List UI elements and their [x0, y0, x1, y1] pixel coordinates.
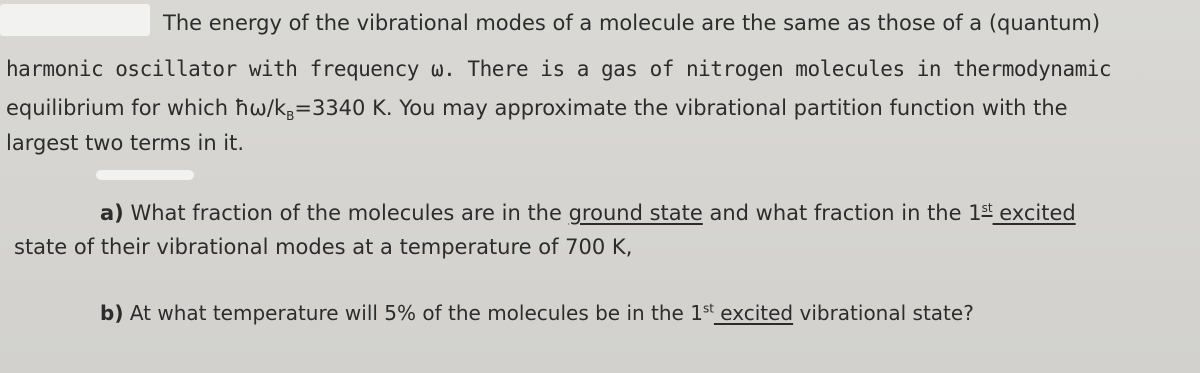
- intro-line-1: The energy of the vibrational modes of a molecule are the same as those of a (quantum): [163, 11, 1101, 35]
- intro-line-3: equilibrium for which $ħ\omega/k_B=3340$ K. You may approximate the vibrational partition function with the: [6, 96, 1068, 124]
- ground-state-underlined: ground state: [568, 201, 703, 225]
- intro-line-4: largest two terms in it.: [6, 131, 245, 155]
- redaction-mark: [0, 4, 150, 36]
- intro-line-2: harmonic oscillator with frequency ω. There is a gas of nitrogen molecules in thermodynamic: [6, 57, 1112, 81]
- excited-underlined: excited: [713, 301, 794, 325]
- excited-underlined: excited: [992, 201, 1076, 225]
- part-b-line: b) At what temperature will 5% of the molecules be in the 1st excited vibrational state?: [100, 301, 974, 325]
- part-a-line-1: a) What fraction of the molecules are in the ground state and what fraction in the 1st excited: [100, 201, 1076, 225]
- part-a-line-2: state of their vibrational modes at a temperature of 700 K,: [14, 235, 633, 259]
- redaction-mark: [96, 170, 194, 180]
- part-b-label: b): [100, 301, 124, 325]
- part-a-label: a): [100, 201, 124, 225]
